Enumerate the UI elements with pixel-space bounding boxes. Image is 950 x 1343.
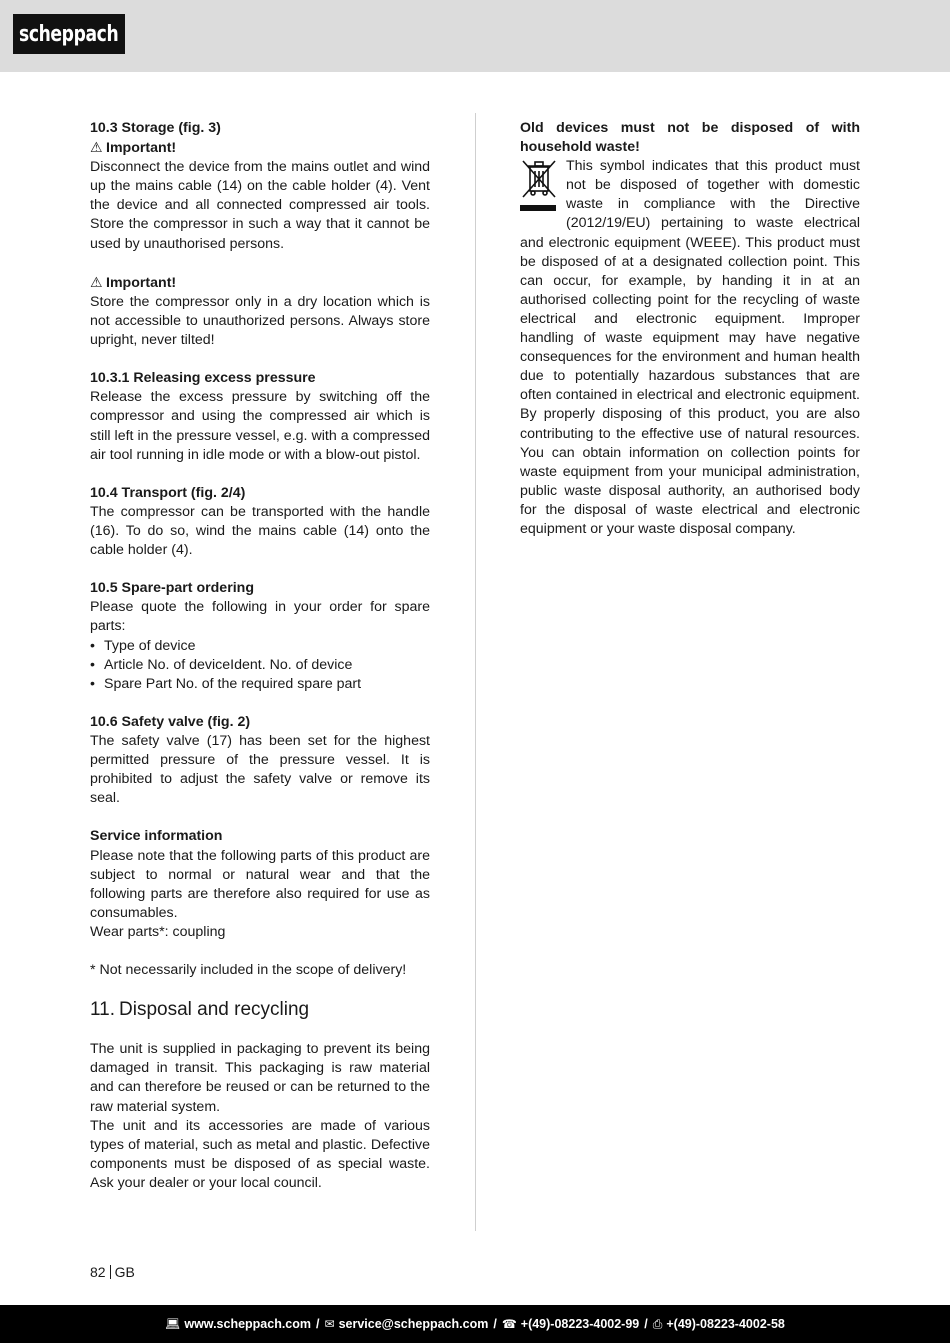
header-band: [0, 0, 950, 72]
warning-icon: ⚠: [90, 139, 103, 156]
list-item: • Type of device: [90, 637, 430, 656]
left-column: [90, 119, 430, 1193]
important-heading-2: ⚠ Important!: [90, 273, 177, 291]
weee-title: Old devices must not be disposed of with household waste!: [520, 120, 860, 156]
section-10-5-title: 10.5 Spare-part ordering: [90, 580, 254, 597]
email-link[interactable]: service@scheppach.com: [338, 1317, 489, 1331]
computer-icon: 💻︎: [165, 1317, 181, 1331]
section-10-6-title: 10.6 Safety valve (fig. 2): [90, 713, 251, 730]
section-10-4-text: The compressor can be transported with the handle (16). To do so, wind the mains cable (14) onto the cable holder (4).: [90, 503, 430, 559]
mail-icon: ✉: [324, 1317, 335, 1331]
warning-icon: ⚠: [90, 273, 103, 290]
section-10-4-title: 10.4 Transport (fig. 2/4): [90, 484, 246, 501]
wear-parts: Wear parts*: coupling: [90, 923, 226, 940]
fax-number: +(49)-08223-4002-58: [666, 1317, 785, 1331]
service-info-title: Service information: [90, 828, 223, 845]
phone-icon: ☎: [501, 1317, 517, 1331]
service-info-text: Please note that the following parts of this product are subject to normal or natural wear and that the following parts are therefore also required for use as consumables.: [90, 847, 430, 921]
weee-block: [520, 157, 860, 539]
section-10-6-text: The safety valve (17) has been set for the highest permitted pressure of the pressure vessel. It is prohibited to adjust the safety valve or remove its seal.: [90, 733, 430, 807]
section-11-text-2: The unit and its accessories are made of various types of material, such as metal and plastic. Defective components must be disposed of as special waste. Ask your dealer or your local council.: [90, 1117, 430, 1191]
column-divider: [475, 113, 476, 1231]
crossed-out-bin-icon: [520, 157, 558, 215]
contact-footer-bar: 💻︎ www.scheppach.com / ✉ service@scheppach.com / ☎ +(49)-08223-4002-99 / ⎙ +(49)-08223-4002-58: [0, 1305, 950, 1343]
section-11-text-1: The unit is supplied in packaging to prevent its being damaged in transit. This packaging is raw material and can therefore be reused or can be returned to the raw material system.: [90, 1041, 430, 1115]
important-2-text: Store the compressor only in a dry location which is not accessible to unauthorized persons. Always store upright, never tilted!: [90, 293, 430, 349]
website-link[interactable]: www.scheppach.com: [184, 1317, 312, 1331]
list-item: • Spare Part No. of the required spare part: [90, 675, 430, 694]
scheppach-logo: scheppach: [13, 14, 125, 54]
section-10-3-1-text: Release the excess pressure by switching off the compressor and using the compressed air which is still left in the pressure vessel, e.g. with a compressed air tool running in idle mode or with a blow-out pistol.: [90, 389, 430, 463]
weee-text: This symbol indicates that this product must not be disposed of together with domestic waste in compliance with the Directive (2012/19/EU) pertaining to waste electrical and electronic equipment (WEEE). This product must be disposed of at a designated collection point. This can occur, for example, by handing it in at an authorised collecting point for the recycling of waste electrical and electronic equipment. Improper handling of waste equipment may have negative consequences for the environment and human health due to potentially hazardous substances that are often contained in electrical and electronic equipment. By properly disposing of this product, you are also contributing to the effective use of natural resources. You can obtain information on collection points for waste equipment from your municipal administration, public waste disposal authority, an authorised body for the disposal of waste electrical and electronic equipment or your waste disposal company.: [520, 158, 860, 537]
list-item: • Article No. of deviceIdent. No. of device: [90, 656, 430, 675]
fax-icon: ⎙: [652, 1316, 663, 1331]
page-number: 82 GB: [90, 1264, 135, 1280]
right-column: [520, 119, 860, 539]
section-10-3-1-title: 10.3.1 Releasing excess pressure: [90, 370, 316, 387]
section-10-3-title: 10.3 Storage (fig. 3): [90, 120, 221, 136]
important-heading: ⚠ Important!: [90, 139, 177, 157]
section-10-3-text: Disconnect the device from the mains outlet and wind up the mains cable (14) on the cable holder (4). Vent the device and all connected compressed air tools. Store the compressor in such a way that it cannot be used by unauthorised persons.: [90, 159, 430, 252]
phone-number: +(49)-08223-4002-99: [520, 1317, 640, 1331]
spare-part-list: [90, 637, 430, 694]
section-10-5-text: Please quote the following in your order for spare parts:: [90, 599, 430, 635]
footnote: * Not necessarily included in the scope of delivery!: [90, 962, 407, 979]
section-11-heading: 11. Disposal and recycling: [90, 999, 310, 1021]
